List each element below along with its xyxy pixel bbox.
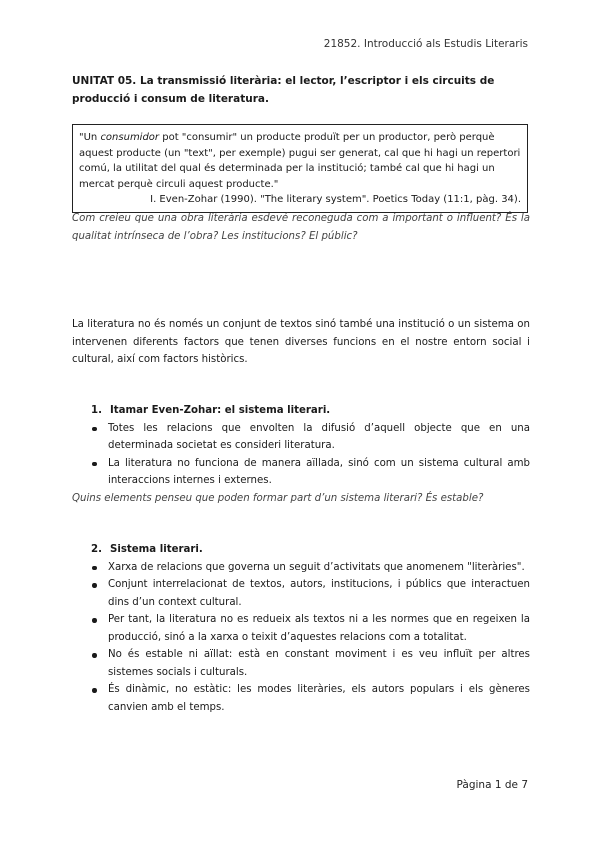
section-2 bbox=[72, 541, 530, 716]
quote-box bbox=[72, 124, 528, 213]
list-item: Conjunt interrelacionat de textos, autors, institucions, i públics que interactuen dins d’un context cultural. bbox=[72, 576, 530, 611]
bullet-list bbox=[72, 559, 530, 717]
list-item: La literatura no funciona de manera aïllada, sinó com un sistema cultural amb interaccions internes i externes. bbox=[72, 455, 530, 490]
list-item: Per tant, la literatura no es redueix als textos ni a les normes que en regeixen la producció, sinó a la xarxa o teixit d’aquestes relacions com a totalitat. bbox=[72, 611, 530, 646]
page-number: Pàgina 1 de 7 bbox=[456, 779, 528, 791]
section-number: 1. bbox=[91, 405, 102, 416]
list-item: No és estable ni aïllat: està en constant moviment i es veu influït per altres sistemes socials i culturals. bbox=[72, 646, 530, 681]
section-heading bbox=[72, 402, 530, 420]
bullet-list bbox=[72, 420, 530, 490]
section-question: Quins elements penseu que poden formar part d’un sistema literari? És estable? bbox=[72, 492, 484, 504]
course-header: 21852. Introducció als Estudis Literaris bbox=[323, 38, 528, 50]
section-title: Itamar Even-Zohar: el sistema literari. bbox=[110, 405, 331, 416]
section-title: Sistema literari. bbox=[110, 544, 203, 555]
unit-title: UNITAT 05. La transmissió literària: el lector, l’escriptor i els circuits de producció i consum de literatura. bbox=[72, 75, 495, 105]
list-item: És dinàmic, no estàtic: les modes literàries, els autors populars i els gèneres canvien amb el temps. bbox=[72, 681, 530, 716]
list-item: Totes les relacions que envolten la difusió d’aquell objecte que en una determinada societat es consideri literatura. bbox=[72, 420, 530, 455]
quote-emphasis: consumidor bbox=[100, 132, 160, 143]
quote-open: "Un bbox=[79, 132, 101, 143]
intro-paragraph: La literatura no és només un conjunt de textos sinó també una institució o un sistema on intervenen diferents factors que tenen diverses funcions en el nostre entorn social i cultural, així com factors històrics. bbox=[72, 319, 530, 365]
reflection-question: Com creieu que una obra literària esdevé reconeguda com a important o influent? És la qualitat intrínseca de l’obra? Les institucions? El públic? bbox=[72, 213, 530, 242]
section-heading bbox=[72, 541, 530, 559]
quote-text bbox=[79, 130, 521, 192]
quote-citation: I. Even-Zohar (1990). "The literary system". Poetics Today (11:1, pàg. 34). bbox=[150, 194, 521, 205]
section-number: 2. bbox=[91, 544, 102, 555]
section-1 bbox=[72, 402, 530, 507]
list-item: Xarxa de relacions que governa un seguit d’activitats que anomenem "literàries". bbox=[72, 559, 530, 577]
quote-body: pot "consumir" un producte produït per un productor, però perquè aquest producte (un "text", per exemple) pugui ser generat, cal que hi hagi un repertori comú, la utilitat del qual és determinada per la institució; també cal que hi hagi un mercat perquè circuli aquest producte." bbox=[79, 132, 521, 190]
